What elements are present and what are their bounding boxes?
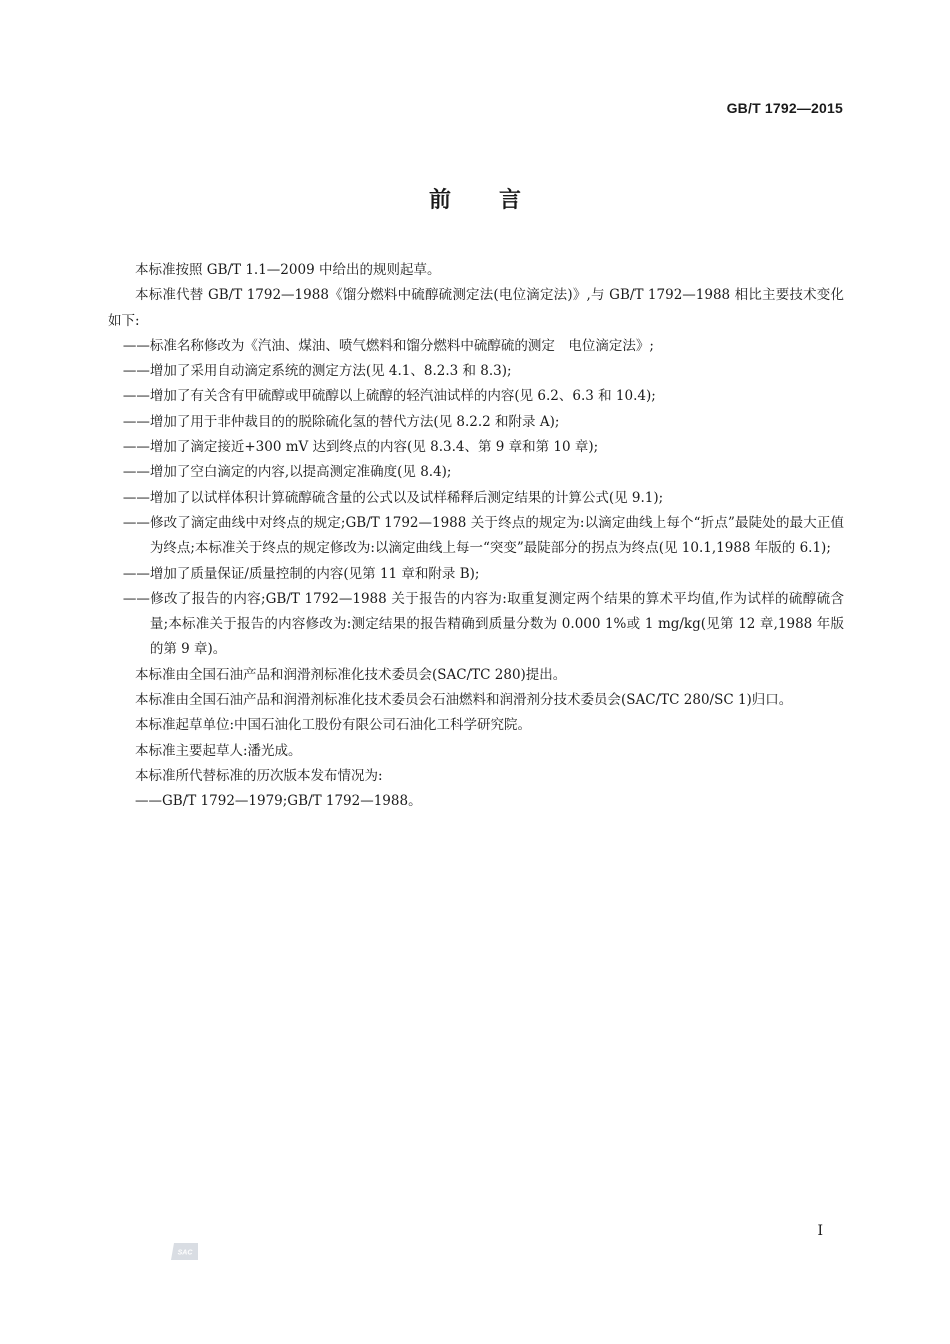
paragraph-history-list: ——GB/T 1792—1979;GB/T 1792—1988。 (135, 793, 422, 810)
list-item: ——修改了报告的内容;GB/T 1792—1988 关于报告的内容为:取重复测定两个结果的算术平均值,作为试样的硫醇硫含量;本标准关于报告的内容修改为:测定结果的报告精确到质量分数为 0.000 1%或 1 mg/kg(见第 12 章,1988 年版的第 9 章)。 (122, 590, 844, 658)
paragraph-replacement: 本标准代替 GB/T 1792—1988《馏分燃料中硫醇硫测定法(电位滴定法)》,与 GB/T 1792—1988 相比主要技术变化如下: (108, 287, 844, 329)
paragraph-drafting-rules: 本标准按照 GB/T 1.1—2009 中给出的规则起草。 (135, 262, 441, 278)
document-code: GB/T 1792—2015 (726, 100, 843, 116)
foreword-body (108, 258, 844, 815)
paragraph-proposer: 本标准由全国石油产品和润滑剂标准化技术委员会(SAC/TC 280)提出。 (135, 666, 567, 683)
sac-logo-icon (171, 1240, 198, 1263)
list-item: ——增加了用于非仲裁目的的脱除硫化氢的替代方法(见 8.2.2 和附录 A); (122, 413, 560, 430)
list-item: ——增加了滴定接近+300 mV 达到终点的内容(见 8.3.4、第 9 章和第 10 章); (122, 439, 599, 456)
list-item: ——增加了以试样体积计算硫醇硫含量的公式以及试样稀释后测定结果的计算公式(见 9.1); (122, 489, 664, 506)
list-item: ——修改了滴定曲线中对终点的规定;GB/T 1792—1988 关于终点的规定为:以滴定曲线上每个“折点”最陡处的最大正值为终点;本标准关于终点的规定修改为:以滴定曲线上每一“突变”最陡部分的拐点为终点(见 10.1,1988 年版的 6.1); (122, 514, 844, 557)
page-title: 前言 (428, 188, 569, 213)
list-item: ——增加了空白滴定的内容,以提高测定准确度(见 8.4); (122, 464, 452, 481)
list-item: ——增加了采用自动滴定系统的测定方法(见 4.1、8.2.3 和 8.3); (122, 363, 512, 380)
paragraph-responsible-body: 本标准由全国石油产品和润滑剂标准化技术委员会石油燃料和润滑剂分技术委员会(SAC/TC 280/SC 1)归口。 (135, 692, 793, 709)
list-item: ——增加了有关含有甲硫醇或甲硫醇以上硫醇的轻汽油试样的内容(见 6.2、6.3 和 10.4); (122, 388, 656, 405)
paragraph-drafters: 本标准主要起草人:潘光成。 (135, 742, 302, 759)
paragraph-history-intro: 本标准所代替标准的历次版本发布情况为: (135, 767, 383, 784)
list-item: ——增加了质量保证/质量控制的内容(见第 11 章和附录 B); (122, 565, 480, 582)
page-number: I (817, 1223, 823, 1239)
paragraph-drafting-unit: 本标准起草单位:中国石油化工股份有限公司石油化工科学研究院。 (135, 717, 532, 734)
list-item: ——标准名称修改为《汽油、煤油、喷气燃料和馏分燃料中硫醇硫的测定 电位滴定法》; (122, 337, 654, 354)
svg-text:SAC: SAC (177, 1249, 193, 1257)
